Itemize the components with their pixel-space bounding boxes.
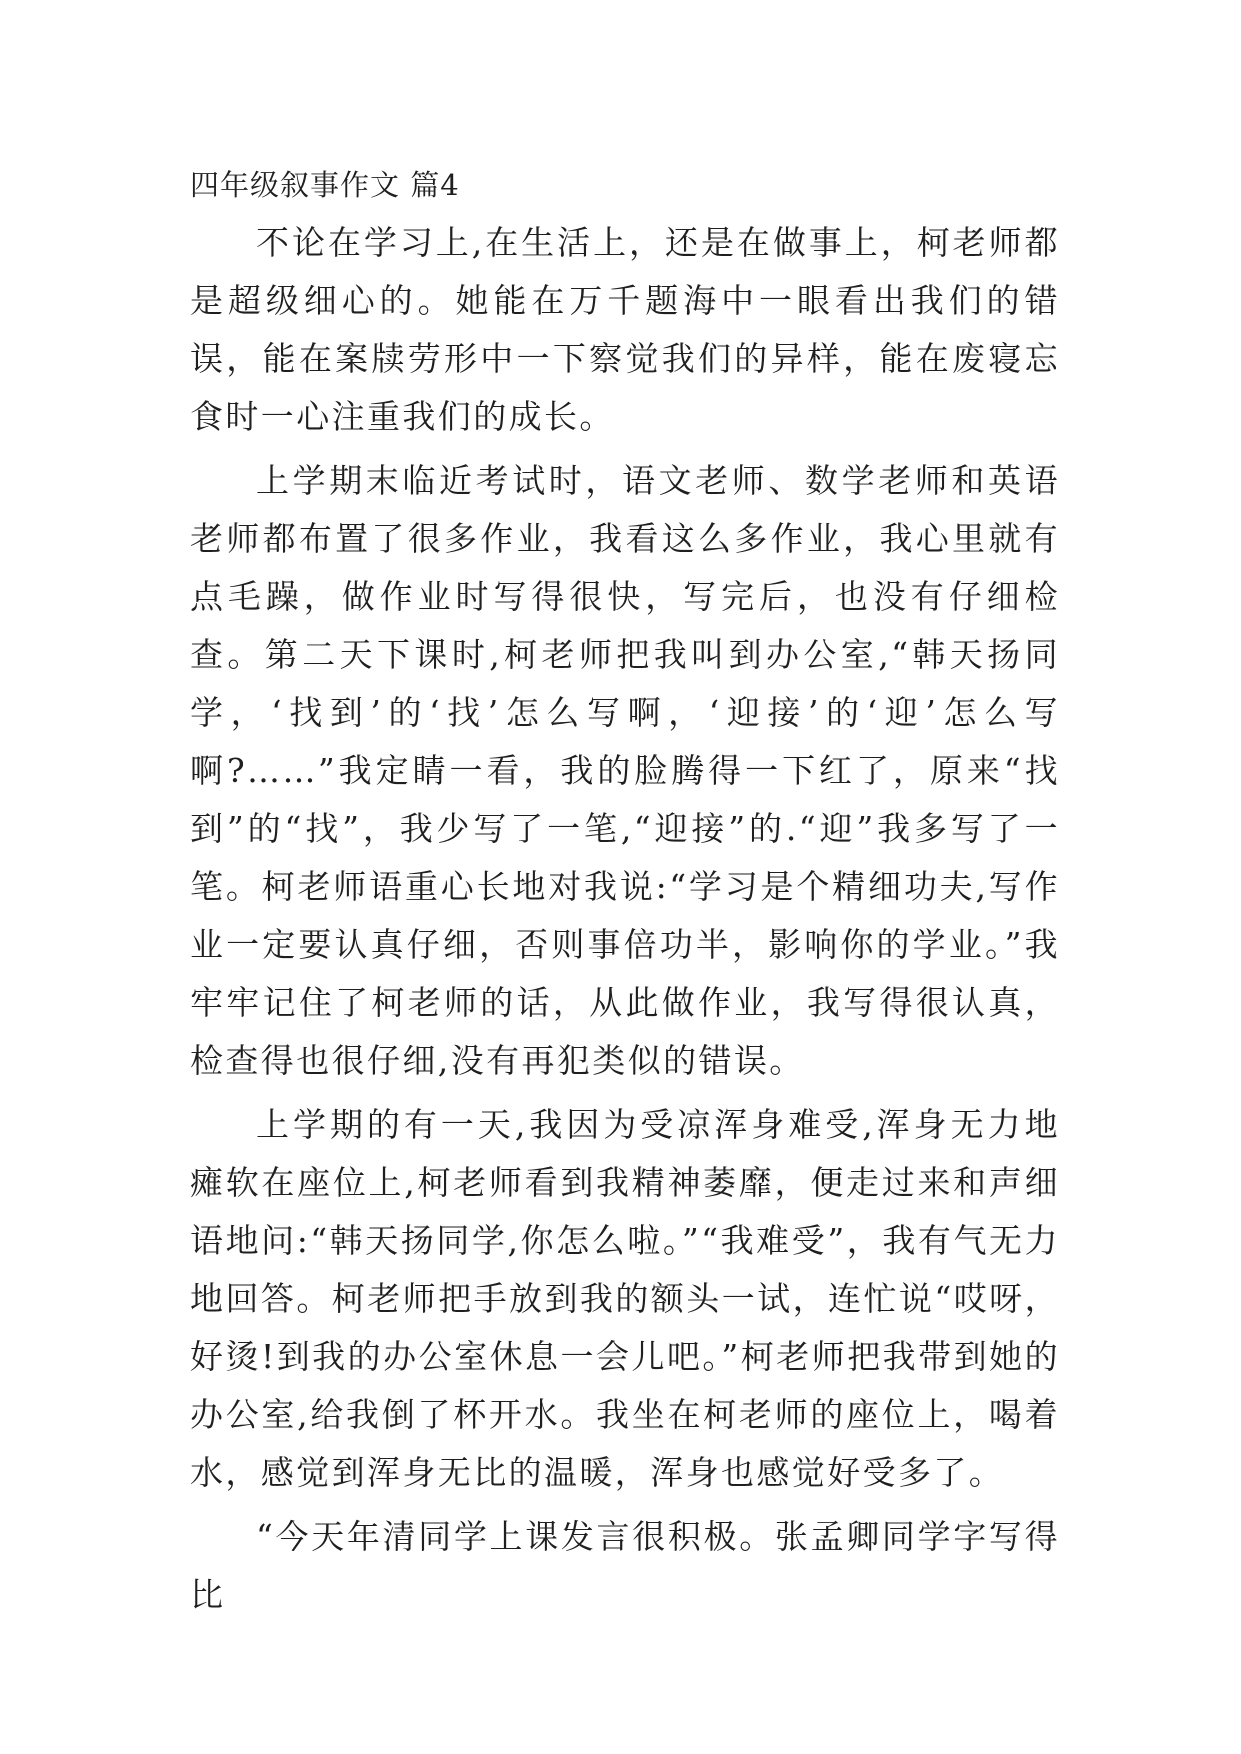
paragraph-1: 不论在学习上,在生活上，还是在做事上，柯老师都是超级细心的。她能在万千题海中一眼看出我们的错误，能在案牍劳形中一下察觉我们的异样，能在废寝忘食时一心注重我们的成长。 — [190, 223, 1060, 436]
paragraph-4: “今天年清同学上课发言很积极。张孟卿同学字写得比 — [190, 1517, 1060, 1614]
paragraph-3: 上学期的有一天,我因为受凉浑身难受,浑身无力地瘫软在座位上,柯老师看到我精神萎靡，便走过来和声细语地问:“韩天扬同学,你怎么啦。”“我难受”，我有气无力地回答。柯老师把手放到我的额头一试，连忙说“哎呀，好烫!到我的办公室休息一会儿吧。”柯老师把我带到她的办公室,给我倒了杯开水。我坐在柯老师的座位上，喝着水，感觉到浑身无比的温暖，浑身也感觉好受多了。 — [190, 1105, 1060, 1492]
essay-title: 四年级叙事作文 篇4 — [190, 168, 460, 202]
document-body — [190, 156, 1060, 1624]
paragraph-2: 上学期末临近考试时，语文老师、数学老师和英语老师都布置了很多作业，我看这么多作业，我心里就有点毛躁，做作业时写得很快，写完后，也没有仔细检查。第二天下课时,柯老师把我叫到办公室,“韩天扬同学，‘找到’的‘找’怎么写啊，‘迎接’的‘迎’怎么写啊?……”我定睛一看，我的脸腾得一下红了，原来“找到”的“找”，我少写了一笔,“迎接”的.“迎”我多写了一笔。柯老师语重心长地对我说:“学习是个精细功夫,写作业一定要认真仔细，否则事倍功半，影响你的学业。”我牢牢记住了柯老师的话，从此做作业，我写得很认真，检查得也很仔细,没有再犯类似的错误。 — [190, 461, 1060, 1080]
